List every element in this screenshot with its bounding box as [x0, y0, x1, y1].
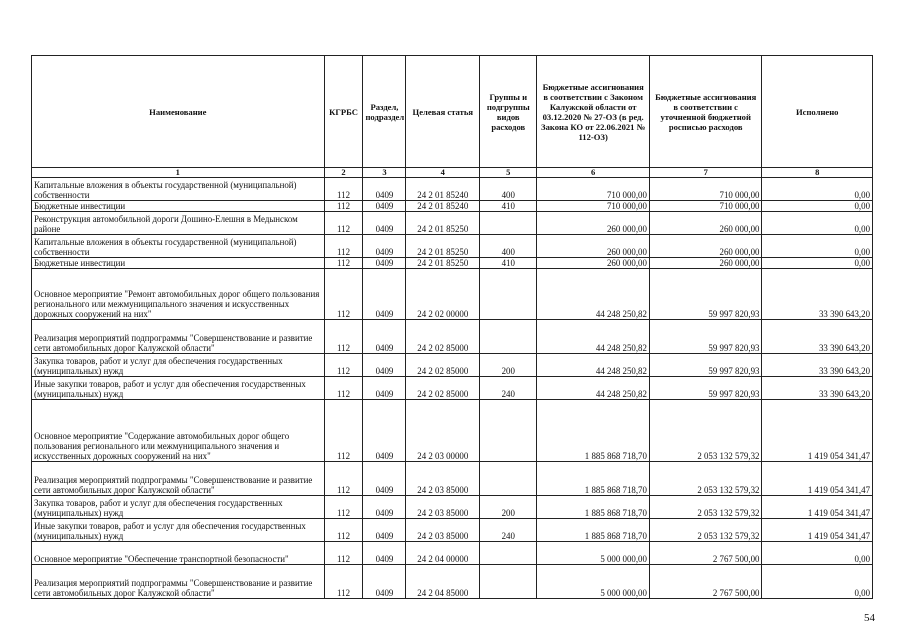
cell-refined: 59 997 820,93	[649, 269, 762, 320]
cell-vr: 400	[480, 235, 537, 258]
table-row	[32, 258, 873, 269]
cell-target: 24 2 03 85000	[406, 519, 480, 542]
cell-done: 33 390 643,20	[762, 320, 873, 354]
col-number: 3	[363, 168, 406, 178]
cell-kgrbs: 112	[324, 519, 363, 542]
cell-refined: 2 767 500,00	[649, 542, 762, 565]
table-row	[32, 201, 873, 212]
cell-kgrbs: 112	[324, 565, 363, 599]
cell-target: 24 2 03 85000	[406, 496, 480, 519]
cell-name: Закупка товаров, работ и услуг для обеспечения государственных (муниципальных) нужд	[32, 354, 325, 377]
table-row	[32, 565, 873, 599]
cell-refined: 260 000,00	[649, 235, 762, 258]
cell-target: 24 2 02 00000	[406, 269, 480, 320]
cell-refined: 59 997 820,93	[649, 377, 762, 400]
cell-vr	[480, 212, 537, 235]
cell-law: 5 000 000,00	[537, 565, 650, 599]
cell-vr	[480, 269, 537, 320]
cell-name: Закупка товаров, работ и услуг для обеспечения государственных (муниципальных) нужд	[32, 496, 325, 519]
cell-target: 24 2 02 85000	[406, 377, 480, 400]
cell-done: 33 390 643,20	[762, 354, 873, 377]
table-row	[32, 377, 873, 400]
cell-section: 0409	[363, 320, 406, 354]
table-row	[32, 235, 873, 258]
header-target: Целевая статья	[406, 56, 480, 168]
col-number: 2	[324, 168, 363, 178]
header-groups: Группы и подгруппы видов расходов	[480, 56, 537, 168]
cell-done: 0,00	[762, 235, 873, 258]
col-number: 8	[762, 168, 873, 178]
cell-section: 0409	[363, 462, 406, 496]
cell-target: 24 2 02 85000	[406, 320, 480, 354]
cell-refined: 710 000,00	[649, 178, 762, 201]
cell-done: 0,00	[762, 542, 873, 565]
cell-refined: 2 053 132 579,32	[649, 462, 762, 496]
cell-name: Основное мероприятие "Обеспечение транспортной безопасности"	[32, 542, 325, 565]
cell-refined: 260 000,00	[649, 212, 762, 235]
cell-kgrbs: 112	[324, 201, 363, 212]
cell-section: 0409	[363, 269, 406, 320]
cell-name: Реализация мероприятий подпрограммы "Совершенствование и развитие сети автомобильных дорог Калужской области"	[32, 320, 325, 354]
cell-kgrbs: 112	[324, 462, 363, 496]
cell-law: 1 885 868 718,70	[537, 400, 650, 462]
cell-law: 260 000,00	[537, 235, 650, 258]
cell-kgrbs: 112	[324, 542, 363, 565]
cell-section: 0409	[363, 201, 406, 212]
cell-section: 0409	[363, 235, 406, 258]
budget-table	[31, 55, 873, 599]
col-number: 6	[537, 168, 650, 178]
cell-law: 710 000,00	[537, 201, 650, 212]
cell-target: 24 2 01 85250	[406, 212, 480, 235]
cell-kgrbs: 112	[324, 212, 363, 235]
cell-law: 44 248 250,82	[537, 354, 650, 377]
cell-section: 0409	[363, 542, 406, 565]
cell-done: 1 419 054 341,47	[762, 496, 873, 519]
cell-done: 1 419 054 341,47	[762, 462, 873, 496]
cell-kgrbs: 112	[324, 354, 363, 377]
cell-law: 1 885 868 718,70	[537, 519, 650, 542]
table-row	[32, 519, 873, 542]
cell-law: 710 000,00	[537, 178, 650, 201]
cell-kgrbs: 112	[324, 496, 363, 519]
cell-section: 0409	[363, 519, 406, 542]
cell-section: 0409	[363, 565, 406, 599]
cell-refined: 260 000,00	[649, 258, 762, 269]
table-row	[32, 212, 873, 235]
table-row	[32, 354, 873, 377]
cell-section: 0409	[363, 258, 406, 269]
cell-done: 1 419 054 341,47	[762, 400, 873, 462]
cell-name: Иные закупки товаров, работ и услуг для обеспечения государственных (муниципальных) нужд	[32, 377, 325, 400]
cell-vr	[480, 565, 537, 599]
cell-kgrbs: 112	[324, 320, 363, 354]
cell-vr: 200	[480, 354, 537, 377]
cell-refined: 2 767 500,00	[649, 565, 762, 599]
cell-name: Иные закупки товаров, работ и услуг для обеспечения государственных (муниципальных) нужд	[32, 519, 325, 542]
table-body	[32, 178, 873, 599]
col-number: 4	[406, 168, 480, 178]
cell-target: 24 2 04 00000	[406, 542, 480, 565]
cell-vr	[480, 542, 537, 565]
cell-target: 24 2 01 85250	[406, 258, 480, 269]
table-row	[32, 269, 873, 320]
cell-done: 33 390 643,20	[762, 377, 873, 400]
cell-vr: 240	[480, 377, 537, 400]
cell-target: 24 2 04 85000	[406, 565, 480, 599]
cell-law: 5 000 000,00	[537, 542, 650, 565]
table-row	[32, 178, 873, 201]
cell-done: 33 390 643,20	[762, 269, 873, 320]
table-row	[32, 400, 873, 462]
cell-done: 0,00	[762, 212, 873, 235]
cell-law: 260 000,00	[537, 258, 650, 269]
header-kgrbs: КГРБС	[324, 56, 363, 168]
table-row	[32, 496, 873, 519]
cell-vr: 410	[480, 201, 537, 212]
cell-target: 24 2 01 85240	[406, 178, 480, 201]
cell-law: 1 885 868 718,70	[537, 462, 650, 496]
col-number: 5	[480, 168, 537, 178]
cell-name: Реализация мероприятий подпрограммы "Совершенствование и развитие сети автомобильных дорог Калужской области"	[32, 565, 325, 599]
cell-kgrbs: 112	[324, 235, 363, 258]
header-law: Бюджетные ассигнования в соответствии с Законом Калужской области от 03.12.2020 № 27-ОЗ (в ред. Закона КО от 22.06.2021 № 112-ОЗ)	[537, 56, 650, 168]
cell-kgrbs: 112	[324, 258, 363, 269]
cell-vr	[480, 462, 537, 496]
cell-law: 1 885 868 718,70	[537, 496, 650, 519]
table-row	[32, 320, 873, 354]
header-refined: Бюджетные ассигнования в соответствии с уточненной бюджетной росписью расходов	[649, 56, 762, 168]
cell-section: 0409	[363, 178, 406, 201]
cell-section: 0409	[363, 377, 406, 400]
cell-vr	[480, 400, 537, 462]
cell-done: 0,00	[762, 178, 873, 201]
cell-target: 24 2 03 85000	[406, 462, 480, 496]
table-header-row	[32, 56, 873, 168]
header-done: Исполнено	[762, 56, 873, 168]
cell-name: Основное мероприятие "Содержание автомобильных дорог общего пользования регионального или межмуниципального значения и искусственных дорожных сооружений на них"	[32, 400, 325, 462]
cell-name: Реализация мероприятий подпрограммы "Совершенствование и развитие сети автомобильных дорог Калужской области"	[32, 462, 325, 496]
cell-section: 0409	[363, 212, 406, 235]
cell-target: 24 2 02 85000	[406, 354, 480, 377]
cell-vr: 200	[480, 496, 537, 519]
header-section: Раздел, подраздел	[363, 56, 406, 168]
cell-done: 1 419 054 341,47	[762, 519, 873, 542]
cell-refined: 59 997 820,93	[649, 354, 762, 377]
cell-kgrbs: 112	[324, 377, 363, 400]
cell-name: Капитальные вложения в объекты государственной (муниципальной) собственности	[32, 178, 325, 201]
page-number: 54	[864, 612, 875, 624]
cell-name: Бюджетные инвестиции	[32, 201, 325, 212]
cell-section: 0409	[363, 496, 406, 519]
cell-refined: 2 053 132 579,32	[649, 400, 762, 462]
cell-kgrbs: 112	[324, 269, 363, 320]
cell-law: 260 000,00	[537, 212, 650, 235]
column-number-row	[32, 168, 873, 178]
cell-law: 44 248 250,82	[537, 377, 650, 400]
header-name: Наименование	[32, 56, 325, 168]
cell-done: 0,00	[762, 258, 873, 269]
cell-refined: 2 053 132 579,32	[649, 496, 762, 519]
col-number: 7	[649, 168, 762, 178]
cell-name: Реконструкция автомобильной дороги Дошино-Елешня в Медынском районе	[32, 212, 325, 235]
table-row	[32, 462, 873, 496]
cell-name: Бюджетные инвестиции	[32, 258, 325, 269]
cell-law: 44 248 250,82	[537, 269, 650, 320]
cell-vr: 240	[480, 519, 537, 542]
cell-refined: 59 997 820,93	[649, 320, 762, 354]
cell-done: 0,00	[762, 201, 873, 212]
cell-target: 24 2 01 85240	[406, 201, 480, 212]
cell-section: 0409	[363, 354, 406, 377]
cell-vr	[480, 320, 537, 354]
cell-kgrbs: 112	[324, 178, 363, 201]
cell-kgrbs: 112	[324, 400, 363, 462]
cell-name: Капитальные вложения в объекты государственной (муниципальной) собственности	[32, 235, 325, 258]
cell-vr: 400	[480, 178, 537, 201]
cell-vr: 410	[480, 258, 537, 269]
cell-refined: 710 000,00	[649, 201, 762, 212]
table-row	[32, 542, 873, 565]
cell-refined: 2 053 132 579,32	[649, 519, 762, 542]
cell-section: 0409	[363, 400, 406, 462]
cell-target: 24 2 03 00000	[406, 400, 480, 462]
cell-law: 44 248 250,82	[537, 320, 650, 354]
cell-name: Основное мероприятие "Ремонт автомобильных дорог общего пользования регионального или межмуниципального значения и искусственных дорожных сооружений на них"	[32, 269, 325, 320]
cell-target: 24 2 01 85250	[406, 235, 480, 258]
budget-table-container	[31, 55, 873, 599]
cell-done: 0,00	[762, 565, 873, 599]
col-number: 1	[32, 168, 325, 178]
